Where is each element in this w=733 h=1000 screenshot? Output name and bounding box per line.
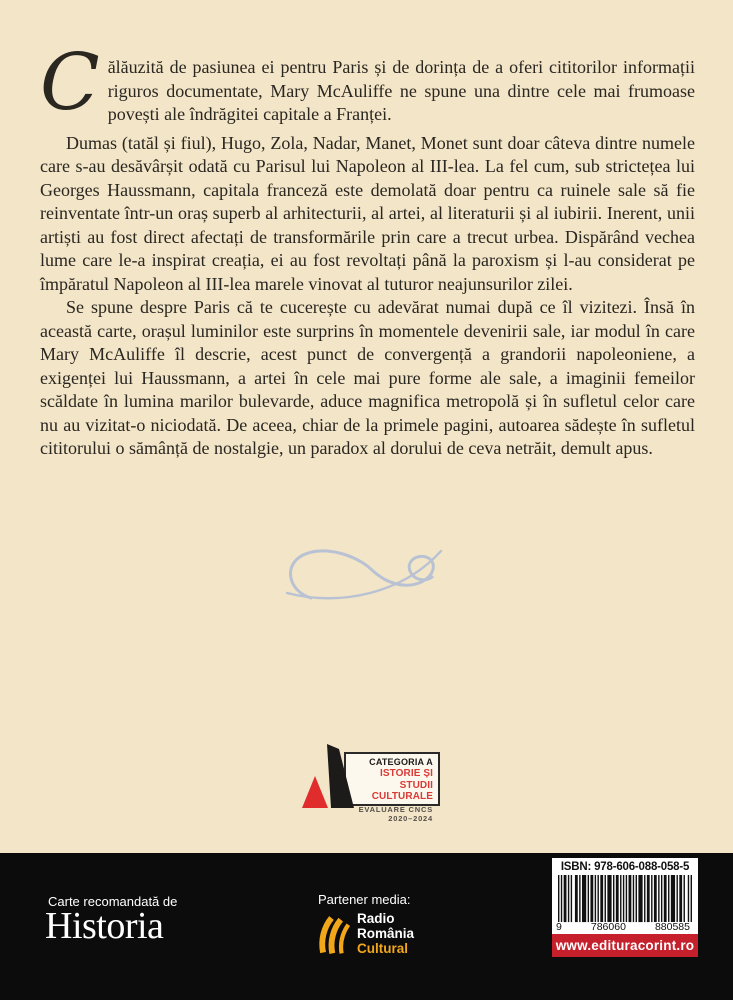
radio-logo-line3: Cultural <box>357 941 409 956</box>
drop-cap: C <box>40 38 100 128</box>
barcode-digits <box>554 922 692 932</box>
barcode-group2: 880585 <box>654 921 690 933</box>
synopsis <box>40 38 695 461</box>
isbn-block <box>552 858 698 957</box>
radio-romania-cultural-logo <box>318 911 414 957</box>
cncs-award-badge <box>300 744 442 823</box>
publisher-website: www.edituracorint.ro <box>552 934 698 957</box>
cncs-badge-box <box>344 752 440 823</box>
synopsis-paragraph-3: Se spune despre Paris că te cucerește cu adevărat numai după ce îl vizitezi. Însă în această carte, orașul luminilor este surprins în momentele devenirii sale, iar modul în care Mary McAuliffe îl descrie, acest punct de convergență a grandorii napoleoniene, a exigenței lui Haussmann, a artei în cele mai pure forme ale sale, a imaginii femeilor scăldate în lumina marilor bulevarde, aduce magnifica metropolă și în sufletul celor care nu au vizitat-o niciodată. De aceea, chiar de la primele pagini, autoarea sădește în sufletul cititorului o sămânță de nostalgie, un paradox al dorului de ceva netrăit, demult apus. <box>40 297 695 458</box>
historia-logo: Historia <box>45 905 164 947</box>
radio-logo-line2: România <box>357 926 415 941</box>
ean-barcode <box>558 875 692 931</box>
synopsis-paragraph-1-text: ălăuzită de pasiunea ei pentru Paris și de dorința de a oferi cititorilor informații riguros documentate, Mary McAuliffe ne spune una dintre cele mai frumoase povești ale îndrăgitei capitale a Franței. <box>107 57 695 124</box>
cncs-triangle-icon <box>300 744 356 812</box>
badge-field-line1: ISTORIE ȘI STUDII <box>379 768 433 791</box>
badge-field-line2: CULTURALE <box>371 791 433 802</box>
badge-category: CATEGORIA A <box>369 757 433 767</box>
recommended-label: Carte recomandată de <box>48 894 178 909</box>
synopsis-paragraph-1 <box>40 38 695 128</box>
synopsis-paragraph-2: Dumas (tatăl și fiul), Hugo, Zola, Nadar, Manet, Monet sunt doar câteva dintre numele care s-au desăvârșit odată cu Parisul lui Napoleon al III-lea. La fel cum, sub strictețea lui Georges Haussmann, capitala franceză este demolată doar pentru ca ruinele sale să fie reinventate într-un oraș superb al arhitecturii, al artei, al literaturii și al iubirii. Inerent, unii artiști au fost direct afectați de transformările prin care a trecut urbea. Dispărând vechea lume care le-a inspirat creația, ei au fost revoltați până la paroxism și l-au considerat pe împăratul Napoleon al III-lea marele vinovat al tuturor neajunsurilor zilei. <box>40 132 695 294</box>
radio-logo-line1: Radio <box>357 911 395 926</box>
radio-logo-text <box>357 911 414 956</box>
partner-media-label: Partener media: <box>318 892 411 907</box>
flourish-icon <box>281 541 461 605</box>
footer-bar <box>0 853 733 1000</box>
radio-romania-icon <box>318 911 350 957</box>
badge-evaluation-line1: EVALUARE CNCS <box>358 804 433 814</box>
badge-evaluation-line2: 2020–2024 <box>388 813 433 823</box>
barcode-group1: 786060 <box>590 921 626 933</box>
isbn-number: ISBN: 978-606-088-058-5 <box>560 861 690 873</box>
barcode-left-digit: 9 <box>556 921 562 933</box>
